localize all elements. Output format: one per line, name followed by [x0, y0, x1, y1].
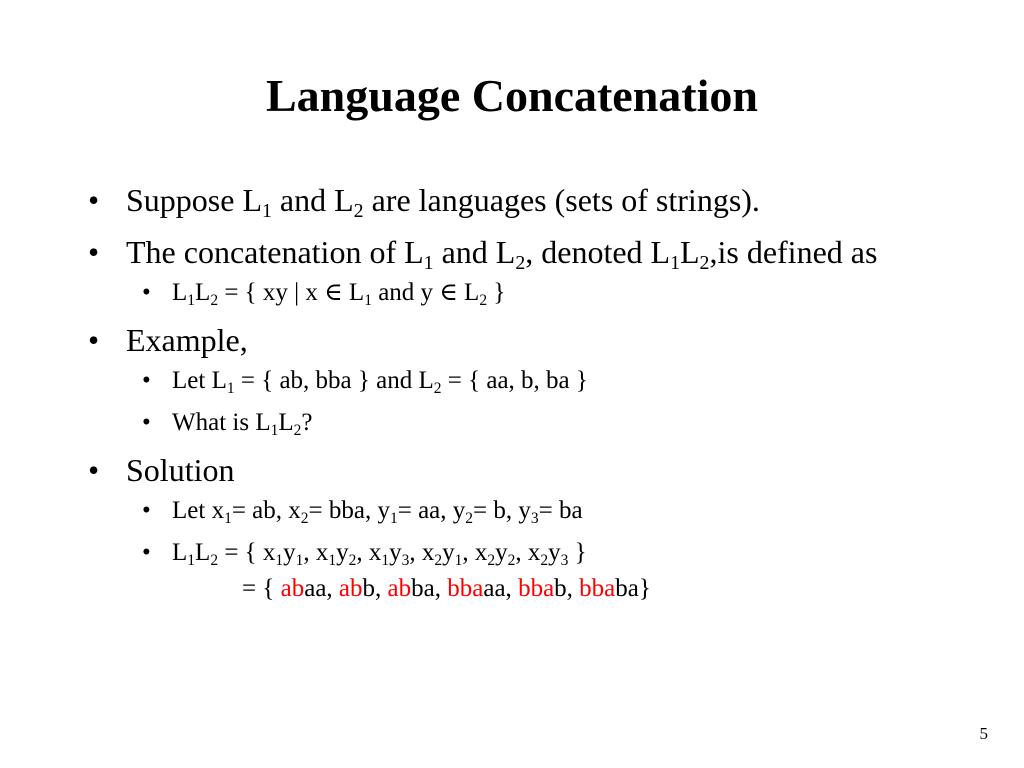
- text-span: and y ∈ L: [371, 279, 480, 306]
- text-span: ?: [301, 409, 313, 436]
- text-span: b,: [362, 575, 388, 602]
- text-span: }: [568, 539, 587, 566]
- text-span: and L: [433, 234, 516, 270]
- subscript: 3: [401, 551, 410, 569]
- page-number: 5: [979, 724, 988, 743]
- bullet-example: [88, 317, 948, 363]
- slide-title: Language Concatenation: [266, 70, 758, 121]
- text-span: = ab, x: [231, 497, 301, 524]
- highlight-prefix: ab: [280, 575, 305, 602]
- subscript: 2: [540, 551, 549, 569]
- text-span: L: [195, 279, 211, 306]
- text-span: = aa, y: [397, 497, 466, 524]
- text-span: and L: [271, 182, 354, 218]
- text-span: = { x: [218, 539, 276, 566]
- subscript: 1: [389, 509, 398, 527]
- text-span: , x: [462, 539, 488, 566]
- text-span: ba,: [411, 575, 448, 602]
- text-span: y: [336, 539, 349, 566]
- text-span: Let L: [172, 367, 227, 394]
- text-span: Example,: [126, 322, 248, 358]
- text-span: }: [487, 279, 506, 306]
- subscript: 2: [699, 252, 710, 275]
- sub-bullet-let-xy: [88, 493, 948, 529]
- result-line-expanded: [172, 571, 948, 607]
- text-span: Let x: [172, 497, 225, 524]
- result-line-symbolic: [172, 535, 948, 571]
- text-span: , x: [409, 539, 435, 566]
- bullet-concatenation-definition: [88, 229, 948, 275]
- text-span: aa,: [483, 575, 519, 602]
- text-span: y: [283, 539, 296, 566]
- subscript: 1: [224, 509, 232, 527]
- text-span: L: [195, 539, 211, 566]
- subscript: 1: [454, 551, 463, 569]
- subscript: 2: [293, 421, 302, 439]
- bullet-icon: •: [142, 539, 151, 566]
- text-span: The concatenation of L: [126, 234, 424, 270]
- text-span: , x: [303, 539, 329, 566]
- subscript: 1: [275, 551, 284, 569]
- text-span: , x: [515, 539, 541, 566]
- sub-bullet-l1l2-result: [88, 535, 948, 607]
- text-span: What is L: [172, 409, 271, 436]
- subscript: 1: [187, 551, 196, 569]
- subscript: 3: [530, 509, 539, 527]
- text-span: aa,: [304, 575, 339, 602]
- sub-bullet-let-l1-l2: [88, 363, 948, 399]
- text-span: b,: [554, 575, 580, 602]
- highlight-prefix: ab: [338, 575, 363, 602]
- bullet-icon: •: [142, 409, 151, 436]
- bullet-icon: •: [142, 367, 151, 394]
- text-span: = { xy | x ∈ L: [218, 279, 365, 306]
- text-span: L: [680, 234, 700, 270]
- subscript: 2: [433, 379, 442, 397]
- text-span: L: [172, 279, 188, 306]
- text-span: = { aa, b, ba }: [441, 367, 588, 394]
- sub-bullet-question: [88, 405, 948, 441]
- text-span: , denoted L: [525, 234, 671, 270]
- text-span: are languages (sets of strings).: [363, 182, 760, 218]
- subscript: 2: [348, 551, 357, 569]
- text-span: y: [442, 539, 455, 566]
- subscript: 1: [670, 252, 680, 275]
- bullet-icon: •: [88, 452, 100, 488]
- bullet-icon: •: [142, 497, 151, 524]
- subscript: 2: [300, 509, 309, 527]
- bullet-solution: [88, 447, 948, 493]
- highlight-prefix: bba: [447, 575, 484, 602]
- highlight-prefix: bba: [518, 575, 555, 602]
- subscript: 1: [423, 252, 434, 275]
- subscript: 1: [187, 291, 196, 309]
- subscript: 2: [479, 291, 488, 309]
- text-span: y: [495, 539, 508, 566]
- text-span: y: [548, 539, 561, 566]
- text-span: = { ab, bba } and L: [234, 367, 434, 394]
- subscript: 2: [210, 291, 219, 309]
- bullet-icon: •: [88, 182, 100, 218]
- text-span: = {: [242, 575, 281, 602]
- highlight-prefix: ab: [387, 575, 412, 602]
- subscript: 1: [364, 291, 372, 309]
- subscript: 1: [270, 421, 279, 439]
- subscript: 1: [381, 551, 390, 569]
- text-span: Suppose L: [126, 182, 262, 218]
- subscript: 2: [515, 252, 526, 275]
- bullet-icon: •: [142, 279, 151, 306]
- text-span: L: [278, 409, 294, 436]
- text-span: , x: [356, 539, 382, 566]
- highlight-prefix: bba: [579, 575, 616, 602]
- subscript: 1: [295, 551, 304, 569]
- sub-bullet-set-definition: [88, 275, 948, 311]
- bullet-icon: •: [88, 234, 100, 270]
- text-span: ,is defined as: [709, 234, 878, 270]
- subscript: 2: [487, 551, 496, 569]
- text-span: = bba, y: [308, 497, 390, 524]
- subscript: 1: [262, 200, 272, 223]
- subscript: 3: [560, 551, 569, 569]
- subscript: 2: [353, 200, 364, 223]
- text-span: L: [172, 539, 188, 566]
- bullet-suppose: [88, 177, 948, 223]
- subscript: 2: [465, 509, 474, 527]
- subscript: 2: [434, 551, 443, 569]
- subscript: 1: [328, 551, 337, 569]
- text-span: ba}: [615, 575, 651, 602]
- text-span: Solution: [126, 452, 235, 488]
- text-span: = ba: [538, 497, 583, 524]
- text-span: y: [389, 539, 402, 566]
- subscript: 1: [226, 379, 235, 397]
- subscript: 2: [210, 551, 219, 569]
- slide-content: [88, 177, 948, 607]
- bullet-icon: •: [88, 322, 100, 358]
- text-span: = b, y: [473, 497, 531, 524]
- subscript: 2: [507, 551, 516, 569]
